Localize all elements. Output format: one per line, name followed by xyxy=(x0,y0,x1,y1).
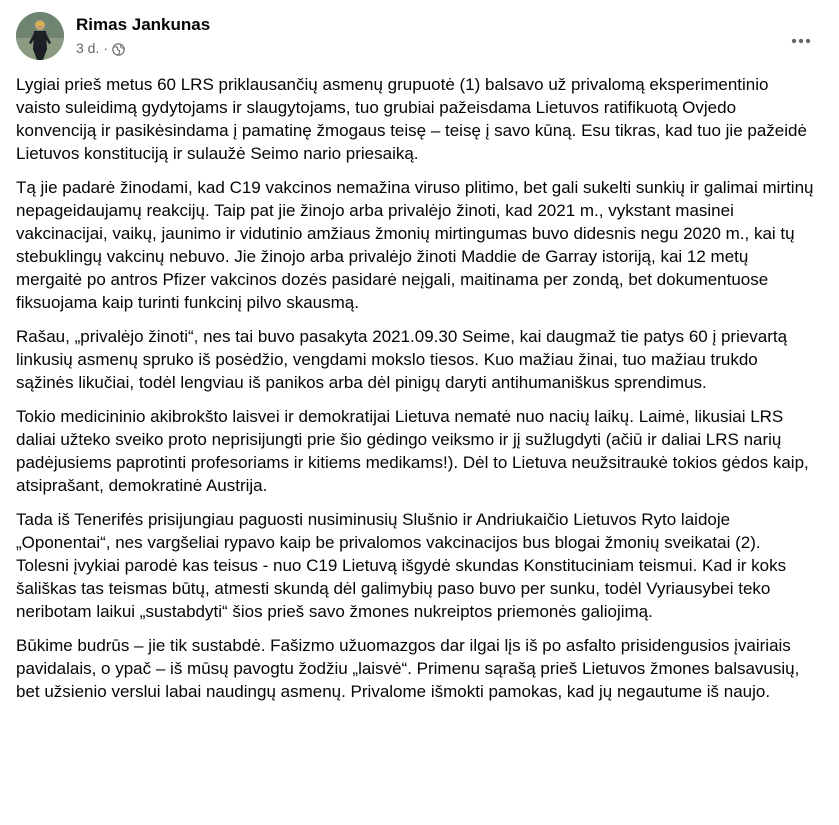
post-paragraph: Tą jie padarė žinodami, kad C19 vakcinos nemažina viruso plitimo, bet gali sukelti sunkių ir galimai mirtinų nepageidaujamų reakcijų. Taip pat jie žinojo arba privalėjo žinoti, kad 2021 m., vykstant masinei vakcinacijai, vaikų, jaunimo ir vidutinio amžiaus žmonių mirtingumas buvo didesnis negu 2020 m., kai tų stebuklingų vakcinų nebuvo. Jie žinojo arba privalėjo žinoti Maddie de Garray istoriją, kai 12 metų mergaitė po antros Pfizer vakcinos dozės pasidarė neįgali, maitinama per zondą, bet dokumentuose fiksuojama kaip turinti funkcinį pilvo skausmą. xyxy=(16,178,814,312)
post-paragraph: Tokio medicininio akibrokšto laisvei ir demokratijai Lietuva nematė nuo nacių laikų. Laimė, likusiai LRS daliai užteko sveiko proto neprisijungti prie šio gėdingo veiksmo ir jį sužlugdyti (ačiū ir daliai LRS narių padėjusiems paprotinti profesoriams ir kitiems medikams!). Dėl to Lietuva neužsitraukė tokios gėdos kaip, atsiprašant, demokratinė Austrija. xyxy=(16,407,809,495)
more-dots-icon xyxy=(791,31,811,49)
post-paragraph: Būkime budrūs – jie tik sustabdė. Fašizmo užuomazgos dar ilgai lįs iš po asfalto prisidengusios įvairiais pavidalais, o ypač – iš mūsų pavogtu žodžiu „laisvė“. Primenu sąrašą prieš Lietuvos žmones balsavusių, bet užsienio verslui labai naudingų asmenų. Privalome išmokti pamokas, kad jų negautume iš naujo. xyxy=(16,636,800,701)
avatar-photo-icon[interactable] xyxy=(16,12,64,60)
post-paragraph: Rašau, „privalėjo žinoti“, nes tai buvo pasakyta 2021.09.30 Seime, kai daugmaž tie patys 60 į prievartą linkusių asmenų spruko iš posėdžio, vengdami mokslo tiesos. Kuo mažiau žinai, tuo mažiau trukdo sąžinės likučiai, todėl lengviau iš panikos arba dėl pinigų daryti antihumaniškus sprendimus. xyxy=(16,327,788,392)
post-paragraph: Lygiai prieš metus 60 LRS priklausančių asmenų grupuotė (1) balsavo už privalomą eksperimentinio vaisto suleidimą gydytojams ir slaugytojams, tuo grubiai pažeisdama Lietuvos ratifikuotą Ovjedo konvenciją ir pasikėsindama į pamatinę žmogaus teisę – teisę į savo kūną. Esu tikras, kad tuo jie pažeidė Lietuvos konstituciją ir sulaužė Seimo nario priesaiką. xyxy=(16,75,807,163)
post-body xyxy=(16,73,816,714)
globe-icon[interactable] xyxy=(112,42,125,55)
post-header xyxy=(16,12,823,62)
more-options-button[interactable] xyxy=(783,22,819,58)
author-name[interactable]: Rimas Jankunas xyxy=(76,15,211,34)
post-paragraph: Tada iš Tenerifės prisijungiau paguosti nusiminusių Slušnio ir Andriukaičio Lietuvos Ryto laidoje „Oponentai“, nes vargšeliai rypavo kaip be privalomos vakcinacijos bus blogai žmonių sveikatai (2). Tolesni įvykiai parodė kas teisus - nuo C19 Lietuvą išgydė skundas Konstituciniam teismui. Kad ir koks šališkas tas teismas būtų, atmesti skundą dėl galimybių paso buvo per sunku, todėl Vyriausybei teko neribotam laikui „sustabdyti“ šios prieš savo žmones nukreiptos priemonės galiojimą. xyxy=(16,510,787,621)
meta-separator: · xyxy=(103,40,109,56)
author-block xyxy=(76,14,210,57)
post-meta xyxy=(76,39,210,57)
post-time[interactable]: 3 d. xyxy=(76,40,100,56)
